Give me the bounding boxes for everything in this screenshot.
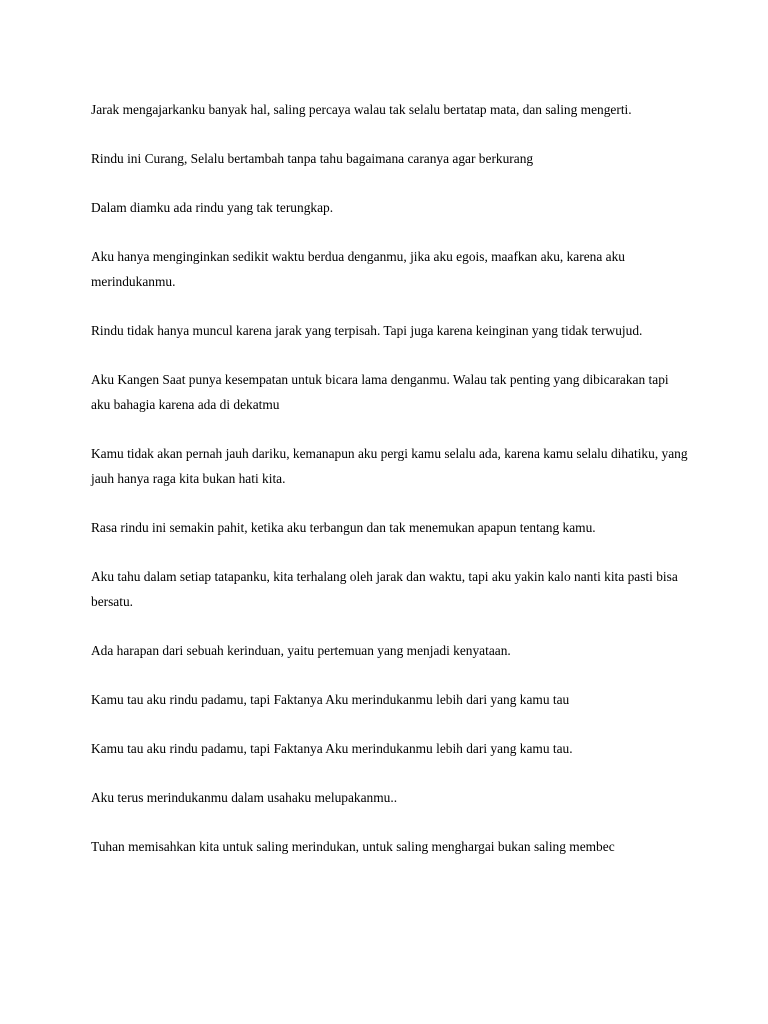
- paragraph-12: Kamu tau aku rindu padamu, tapi Faktanya Aku merindukanmu lebih dari yang kamu tau.: [91, 741, 573, 756]
- paragraph-1: Jarak mengajarkanku banyak hal, saling percaya walau tak selalu bertatap mata, dan saling mengerti.: [91, 102, 632, 117]
- paragraph-11: Kamu tau aku rindu padamu, tapi Faktanya Aku merindukanmu lebih dari yang kamu tau: [91, 692, 570, 707]
- paragraph-13: Aku terus merindukanmu dalam usahaku melupakanmu..: [91, 790, 398, 805]
- paragraph-9: Aku tahu dalam setiap tatapanku, kita terhalang oleh jarak dan waktu, tapi aku yakin kalo nanti kita pasti bisa bersatu.: [91, 569, 678, 609]
- paragraph-8: Rasa rindu ini semakin pahit, ketika aku terbangun dan tak menemukan apapun tentang kamu.: [91, 520, 596, 535]
- paragraph-3: Dalam diamku ada rindu yang tak terungkap.: [91, 200, 334, 215]
- paragraph-4: Aku hanya menginginkan sedikit waktu berdua denganmu, jika aku egois, maafkan aku, karena aku merindukanmu.: [91, 249, 625, 289]
- paragraph-2: Rindu ini Curang, Selalu bertambah tanpa tahu bagaimana caranya agar berkurang: [91, 151, 534, 166]
- paragraph-7: Kamu tidak akan pernah jauh dariku, kemanapun aku pergi kamu selalu ada, karena kamu selalu dihatiku, yang jauh hanya raga kita bukan hati kita.: [91, 446, 688, 486]
- paragraph-5: Rindu tidak hanya muncul karena jarak yang terpisah. Tapi juga karena keinginan yang tidak terwujud.: [91, 323, 643, 338]
- paragraph-14: Tuhan memisahkan kita untuk saling merindukan, untuk saling menghargai bukan saling membec: [91, 839, 615, 854]
- paragraph-6: Aku Kangen Saat punya kesempatan untuk bicara lama denganmu. Walau tak penting yang dibicarakan tapi aku bahagia karena ada di dekatmu: [91, 372, 669, 412]
- document-body: [91, 97, 691, 883]
- paragraph-10: Ada harapan dari sebuah kerinduan, yaitu pertemuan yang menjadi kenyataan.: [91, 643, 511, 658]
